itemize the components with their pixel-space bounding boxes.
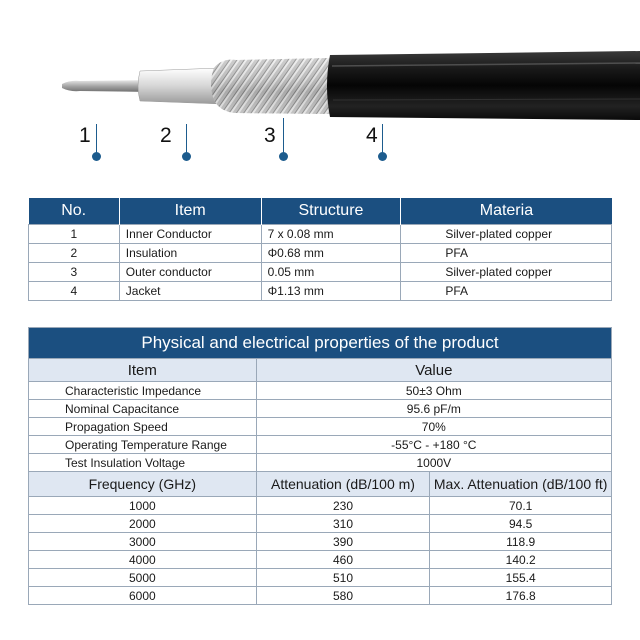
cell-attenuation-ft: 70.1 bbox=[430, 497, 612, 515]
cell-frequency: 3000 bbox=[29, 533, 257, 551]
header-value: Value bbox=[256, 359, 611, 382]
cell-attenuation-ft: 155.4 bbox=[430, 569, 612, 587]
header-structure: Structure bbox=[261, 198, 401, 225]
property-row bbox=[29, 454, 612, 472]
marker-label-2: 2 bbox=[160, 124, 172, 147]
cell-item: Inner Conductor bbox=[119, 225, 261, 244]
properties-table bbox=[28, 327, 612, 605]
header-material: Materia bbox=[401, 198, 612, 225]
cell-no: 3 bbox=[29, 263, 120, 282]
cell-attenuation-ft: 140.2 bbox=[430, 551, 612, 569]
cell-structure: 0.05 mm bbox=[261, 263, 401, 282]
header-no: No. bbox=[29, 198, 120, 225]
cell-item: Jacket bbox=[119, 282, 261, 301]
cell-attenuation-m: 390 bbox=[256, 533, 430, 551]
property-value: 95.6 pF/m bbox=[256, 400, 611, 418]
inner-conductor-shape bbox=[62, 80, 150, 92]
properties-title: Physical and electrical properties of the product bbox=[29, 328, 612, 359]
property-value: -55°C - +180 °C bbox=[256, 436, 611, 454]
cell-material: PFA bbox=[401, 244, 612, 263]
table-row bbox=[29, 282, 612, 301]
marker-dot-1 bbox=[92, 152, 101, 161]
jacket-shape bbox=[327, 51, 640, 120]
property-value: 50±3 Ohm bbox=[256, 382, 611, 400]
cable-illustration bbox=[0, 0, 640, 195]
header-item: Item bbox=[119, 198, 261, 225]
cell-no: 1 bbox=[29, 225, 120, 244]
marker-label-1: 1 bbox=[79, 124, 91, 147]
table-row bbox=[29, 263, 612, 282]
cell-material: PFA bbox=[401, 282, 612, 301]
marker-label-4: 4 bbox=[366, 124, 378, 147]
cell-attenuation-m: 510 bbox=[256, 569, 430, 587]
cell-no: 2 bbox=[29, 244, 120, 263]
marker-line-1 bbox=[96, 124, 97, 154]
header-attenuation-ft: Max. Attenuation (dB/100 ft) bbox=[430, 472, 612, 497]
properties-header-row bbox=[29, 359, 612, 382]
cell-item: Outer conductor bbox=[119, 263, 261, 282]
marker-line-2 bbox=[186, 124, 187, 154]
property-row bbox=[29, 436, 612, 454]
marker-dot-2 bbox=[182, 152, 191, 161]
property-row bbox=[29, 418, 612, 436]
cell-frequency: 6000 bbox=[29, 587, 257, 605]
property-name: Nominal Capacitance bbox=[29, 400, 257, 418]
cell-no: 4 bbox=[29, 282, 120, 301]
properties-title-row bbox=[29, 328, 612, 359]
property-row bbox=[29, 400, 612, 418]
frequency-row bbox=[29, 569, 612, 587]
frequency-row bbox=[29, 515, 612, 533]
cell-structure: Φ0.68 mm bbox=[261, 244, 401, 263]
cell-frequency: 5000 bbox=[29, 569, 257, 587]
frequency-row bbox=[29, 587, 612, 605]
table-row bbox=[29, 244, 612, 263]
cell-attenuation-ft: 94.5 bbox=[430, 515, 612, 533]
insulation-shape bbox=[138, 68, 222, 104]
structure-header-row bbox=[29, 198, 612, 225]
header-attenuation-m: Attenuation (dB/100 m) bbox=[256, 472, 430, 497]
cell-material: Silver-plated copper bbox=[401, 225, 612, 244]
property-value: 1000V bbox=[256, 454, 611, 472]
table-row bbox=[29, 225, 612, 244]
header-frequency: Frequency (GHz) bbox=[29, 472, 257, 497]
header-item: Item bbox=[29, 359, 257, 382]
property-name: Operating Temperature Range bbox=[29, 436, 257, 454]
cell-item: Insulation bbox=[119, 244, 261, 263]
property-name: Test Insulation Voltage bbox=[29, 454, 257, 472]
marker-label-3: 3 bbox=[264, 124, 276, 147]
cell-frequency: 1000 bbox=[29, 497, 257, 515]
cell-frequency: 4000 bbox=[29, 551, 257, 569]
property-value: 70% bbox=[256, 418, 611, 436]
coax-cable-image bbox=[0, 0, 640, 195]
marker-dot-3 bbox=[279, 152, 288, 161]
marker-line-3 bbox=[283, 118, 284, 154]
cell-attenuation-m: 460 bbox=[256, 551, 430, 569]
cell-attenuation-m: 310 bbox=[256, 515, 430, 533]
cell-attenuation-m: 230 bbox=[256, 497, 430, 515]
property-name: Characteristic Impedance bbox=[29, 382, 257, 400]
marker-line-4 bbox=[382, 124, 383, 154]
cell-attenuation-m: 580 bbox=[256, 587, 430, 605]
frequency-row bbox=[29, 533, 612, 551]
structure-table bbox=[28, 198, 612, 301]
frequency-row bbox=[29, 551, 612, 569]
cell-structure: Φ1.13 mm bbox=[261, 282, 401, 301]
frequency-row bbox=[29, 497, 612, 515]
property-name: Propagation Speed bbox=[29, 418, 257, 436]
cell-frequency: 2000 bbox=[29, 515, 257, 533]
property-row bbox=[29, 382, 612, 400]
cell-material: Silver-plated copper bbox=[401, 263, 612, 282]
frequency-header-row bbox=[29, 472, 612, 497]
cell-attenuation-ft: 118.9 bbox=[430, 533, 612, 551]
marker-dot-4 bbox=[378, 152, 387, 161]
cell-attenuation-ft: 176.8 bbox=[430, 587, 612, 605]
cell-structure: 7 x 0.08 mm bbox=[261, 225, 401, 244]
